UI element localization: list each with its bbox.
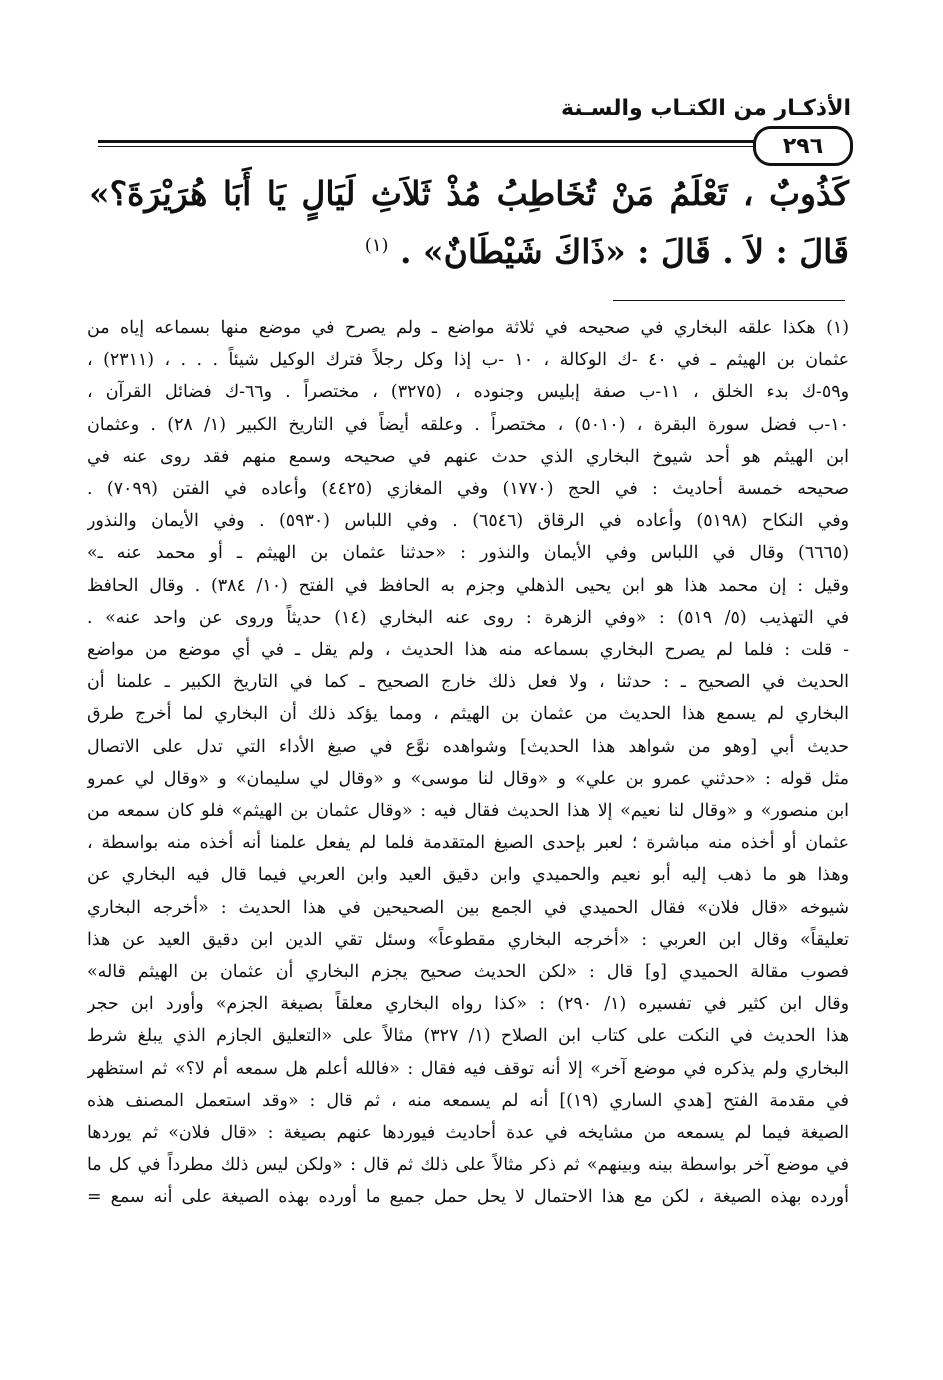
footnotes — [87, 312, 849, 1214]
footnote-line: في موضع آخر بواسطة بينه وبينهم» ثم ذكر مثالاً على ذلك ثم قال : «ولكن ليس ذلك مطرداً في كل ما — [87, 1155, 849, 1176]
footnote-line: في التهذيب (٥/ ٥١٩) : «وفي الزهرة : روى عنه البخاري (١٤) حديثاً وروى عن واحد عنه» . — [87, 607, 849, 628]
header-rule-thin — [98, 146, 758, 147]
footnote-line: وهذا هو ما ذهب إليه أبو نعيم والحميدي وابن دقيق العيد وابن العربي فيما قال فيه البخاري عن — [87, 865, 849, 886]
footnote-line: البخاري ولم يذكره في موضع آخر» إلا أنه توقف فيه فقال : «فالله أعلم هل سمعه أم لا؟» ثم استظهر — [87, 1058, 849, 1079]
footnote-line: في مقدمة الفتح [هدي الساري (١٩)] أنه لم يسمعه منه ، ثم قال : «وقد استعمل المصنف هذه — [87, 1090, 849, 1111]
footnote-line: وقيل : إن محمد هذا هو ابن يحيى الذهلي وجزم به الحافظ في الفتح (١٠/ ٣٨٤) . وقال الحافظ — [87, 575, 849, 596]
header-rule-thick — [98, 140, 758, 143]
footnote-line: ابن منصور» و «وقال لنا نعيم» إلا هذا الحديث فقال فيه : «وقال عثمان بن الهيثم» فلو كان سمعه من — [87, 801, 849, 822]
footnote-line: تعليقاً» وقال ابن العربي : «أخرجه البخاري مقطوعاً» وسئل تقي الدين ابن دقيق العيد عن هذا — [87, 929, 849, 950]
footnote-line: الصيغة فيما لم يسمعه من مشايخه في عدة أحاديث فيوردها عنهم بصيغة : «قال فلان» ثم يوردها — [87, 1123, 849, 1144]
page-number: ٢٩٦ — [753, 126, 853, 166]
footnote-line: أورده بهذه الصيغة ، لكن مع هذا الاحتمال لا يحل حمل جميع ما أورده بهذه الصيغة على أنه سمع = — [87, 1187, 849, 1208]
footnote-line: ابن الهيثم هو أحد شيوخ البخاري الذي حدث عنهم في صحيحه وسمع منهم فقد روى عنه في — [87, 446, 849, 467]
footnote-line: فصوب مقالة الحميدي [و] قال : «لكن الحديث صحيح يجزم البخاري أن عثمان بن الهيثم قاله» — [87, 962, 849, 983]
footnote-line: (١) هكذا علقه البخاري في صحيحه في ثلاثة مواضع ـ ولم يصرح في موضع منها بسماعه إياه من — [87, 318, 849, 338]
footnote-line: - قلت : فلما لم يصرح البخاري بسماعه منه هذا الحديث ، ولم يقل ـ في أي موضع من مواضع — [87, 640, 849, 661]
footnote-line: هذا الحديث في النكت على كتاب ابن الصلاح (١/ ٣٢٧) مثالاً على «التعليق الجازم الذي يبلغ شرط — [87, 1026, 849, 1047]
footnote-reference: (١) — [364, 235, 389, 256]
footnote-line: عثمان أو أخذه منه مباشرة ؛ لعبر بإحدى الصيغ المتقدمة فلما لم يفعل علمنا أنه أخذه منه بواسطة ، — [87, 833, 849, 854]
footnote-line: ١٠-ب فضل سورة البقرة ، (٥٠١٠) ، مختصراً . وعلقه أيضاً في التاريخ الكبير (١/ ٢٨) . وعثمان — [87, 414, 849, 435]
footnote-line: شيوخه «قال فلان» فقال الحميدي في الجمع بين الصحيحين في هذا الحديث : «أخرجه البخاري — [87, 897, 849, 918]
footnote-separator — [613, 300, 845, 301]
footnote-line: وفي النكاح (٥١٩٨) وأعاده في الرقاق (٦٥٤٦) . وفي اللباس (٥٩٣٠) . وفي الأيمان والنذور — [87, 511, 849, 532]
footnote-line: صحيحه خمسة أحاديث : في الحج (١٧٧٠) وفي المغازي (٤٤٢٥) وأعاده في الفتن (٧٠٩٩) . — [87, 479, 849, 500]
footnote-line: الحديث في الصحيح ـ : حدثنا ، ولا فعل ذلك خارج الصحيح ـ كما في التاريخ الكبير ـ علمنا أن — [87, 672, 849, 693]
footnote-line: حديث أبي [وهو من شواهد هذا الحديث] وشواهده نوَّع في صيغ الأداء التي تدل على الاتصال — [87, 736, 849, 757]
running-title: الأذكـار من الكتـاب والسـنة — [560, 96, 851, 121]
footnote-line: مثل قوله : «حدثني عمرو بن علي» و «وقال لنا موسى» و «وقال لي سليمان» و «وقال لي عمرو — [87, 768, 849, 789]
footnote-line: عثمان بن الهيثم ـ في ٤٠ -ك الوكالة ، ١٠ -ب إذا وكل رجلاً فترك الوكيل شيئاً . . . ، (٢٣١١) ، — [87, 350, 849, 371]
footnote-line: وقال ابن كثير في تفسيره (١/ ٢٩٠) : «كذا رواه البخاري معلقاً بصيغة الجزم» وأورد ابن حجر — [87, 994, 849, 1015]
footnote-line: البخاري لم يسمع هذا الحديث من عثمان بن الهيثم ، ومما يؤكد ذلك أن البخاري لما أخرج طرق — [87, 704, 849, 725]
footnote-line: (٦٦٦٥) وقال في اللباس وفي الأيمان والنذور : «حدثنا عثمان بن الهيثم ـ أو محمد عنه ـ» — [87, 543, 849, 564]
hadith-text — [89, 168, 849, 278]
hadith-body: كَذُوبٌ ، تَعْلَمُ مَنْ تُخَاطِبُ مُذْ ثَلاَثِ لَيَالٍ يَا أَبَا هُرَيْرَةَ؟» قَالَ : لاَ . قَالَ : «ذَاكَ شَيْطَانٌ» . — [89, 174, 849, 271]
footnote-line: و٥٩-ك بدء الخلق ، ١١-ب صفة إبليس وجنوده ، (٣٢٧٥) ، مختصراً . و٦٦-ك فضائل القرآن ، — [87, 382, 849, 403]
